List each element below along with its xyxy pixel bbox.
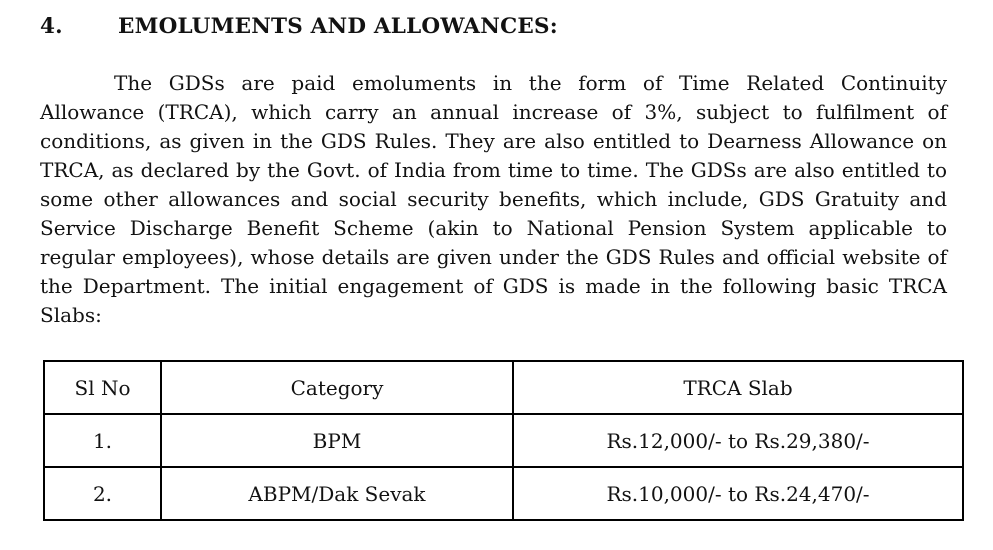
table-header-row — [44, 361, 963, 414]
section-heading — [40, 14, 947, 39]
header-category: Category — [161, 361, 513, 414]
cell-trca-slab: Rs.10,000/- to Rs.24,470/- — [513, 467, 963, 520]
trca-slab-table — [43, 360, 964, 521]
cell-trca-slab: Rs.12,000/- to Rs.29,380/- — [513, 414, 963, 467]
section-number: 4. — [40, 14, 63, 39]
table-row — [44, 467, 963, 520]
cell-category: BPM — [161, 414, 513, 467]
section-title: EMOLUMENTS AND ALLOWANCES: — [118, 14, 558, 39]
header-sl-no: Sl No — [44, 361, 161, 414]
cell-sl-no: 2. — [44, 467, 161, 520]
body-paragraph: The GDSs are paid emoluments in the form of Time Related Continuity Allowance (TRCA), which carry an annual increase of 3%, subject to fulfilment of conditions, as given in the GDS Rules. They are also entitled to Dearness Allowance on TRCA, as declared by the Govt. of India from time to time. The GDSs are also entitled to some other allowances and social security benefits, which include, GDS Gratuity and Service Discharge Benefit Scheme (akin to National Pension System applicable to regular employees), whose details are given under the GDS Rules and official website of the Department. The initial engagement of GDS is made in the following basic TRCA Slabs: — [40, 71, 947, 327]
header-trca-slab: TRCA Slab — [513, 361, 963, 414]
cell-category: ABPM/Dak Sevak — [161, 467, 513, 520]
cell-sl-no: 1. — [44, 414, 161, 467]
table-row — [44, 414, 963, 467]
